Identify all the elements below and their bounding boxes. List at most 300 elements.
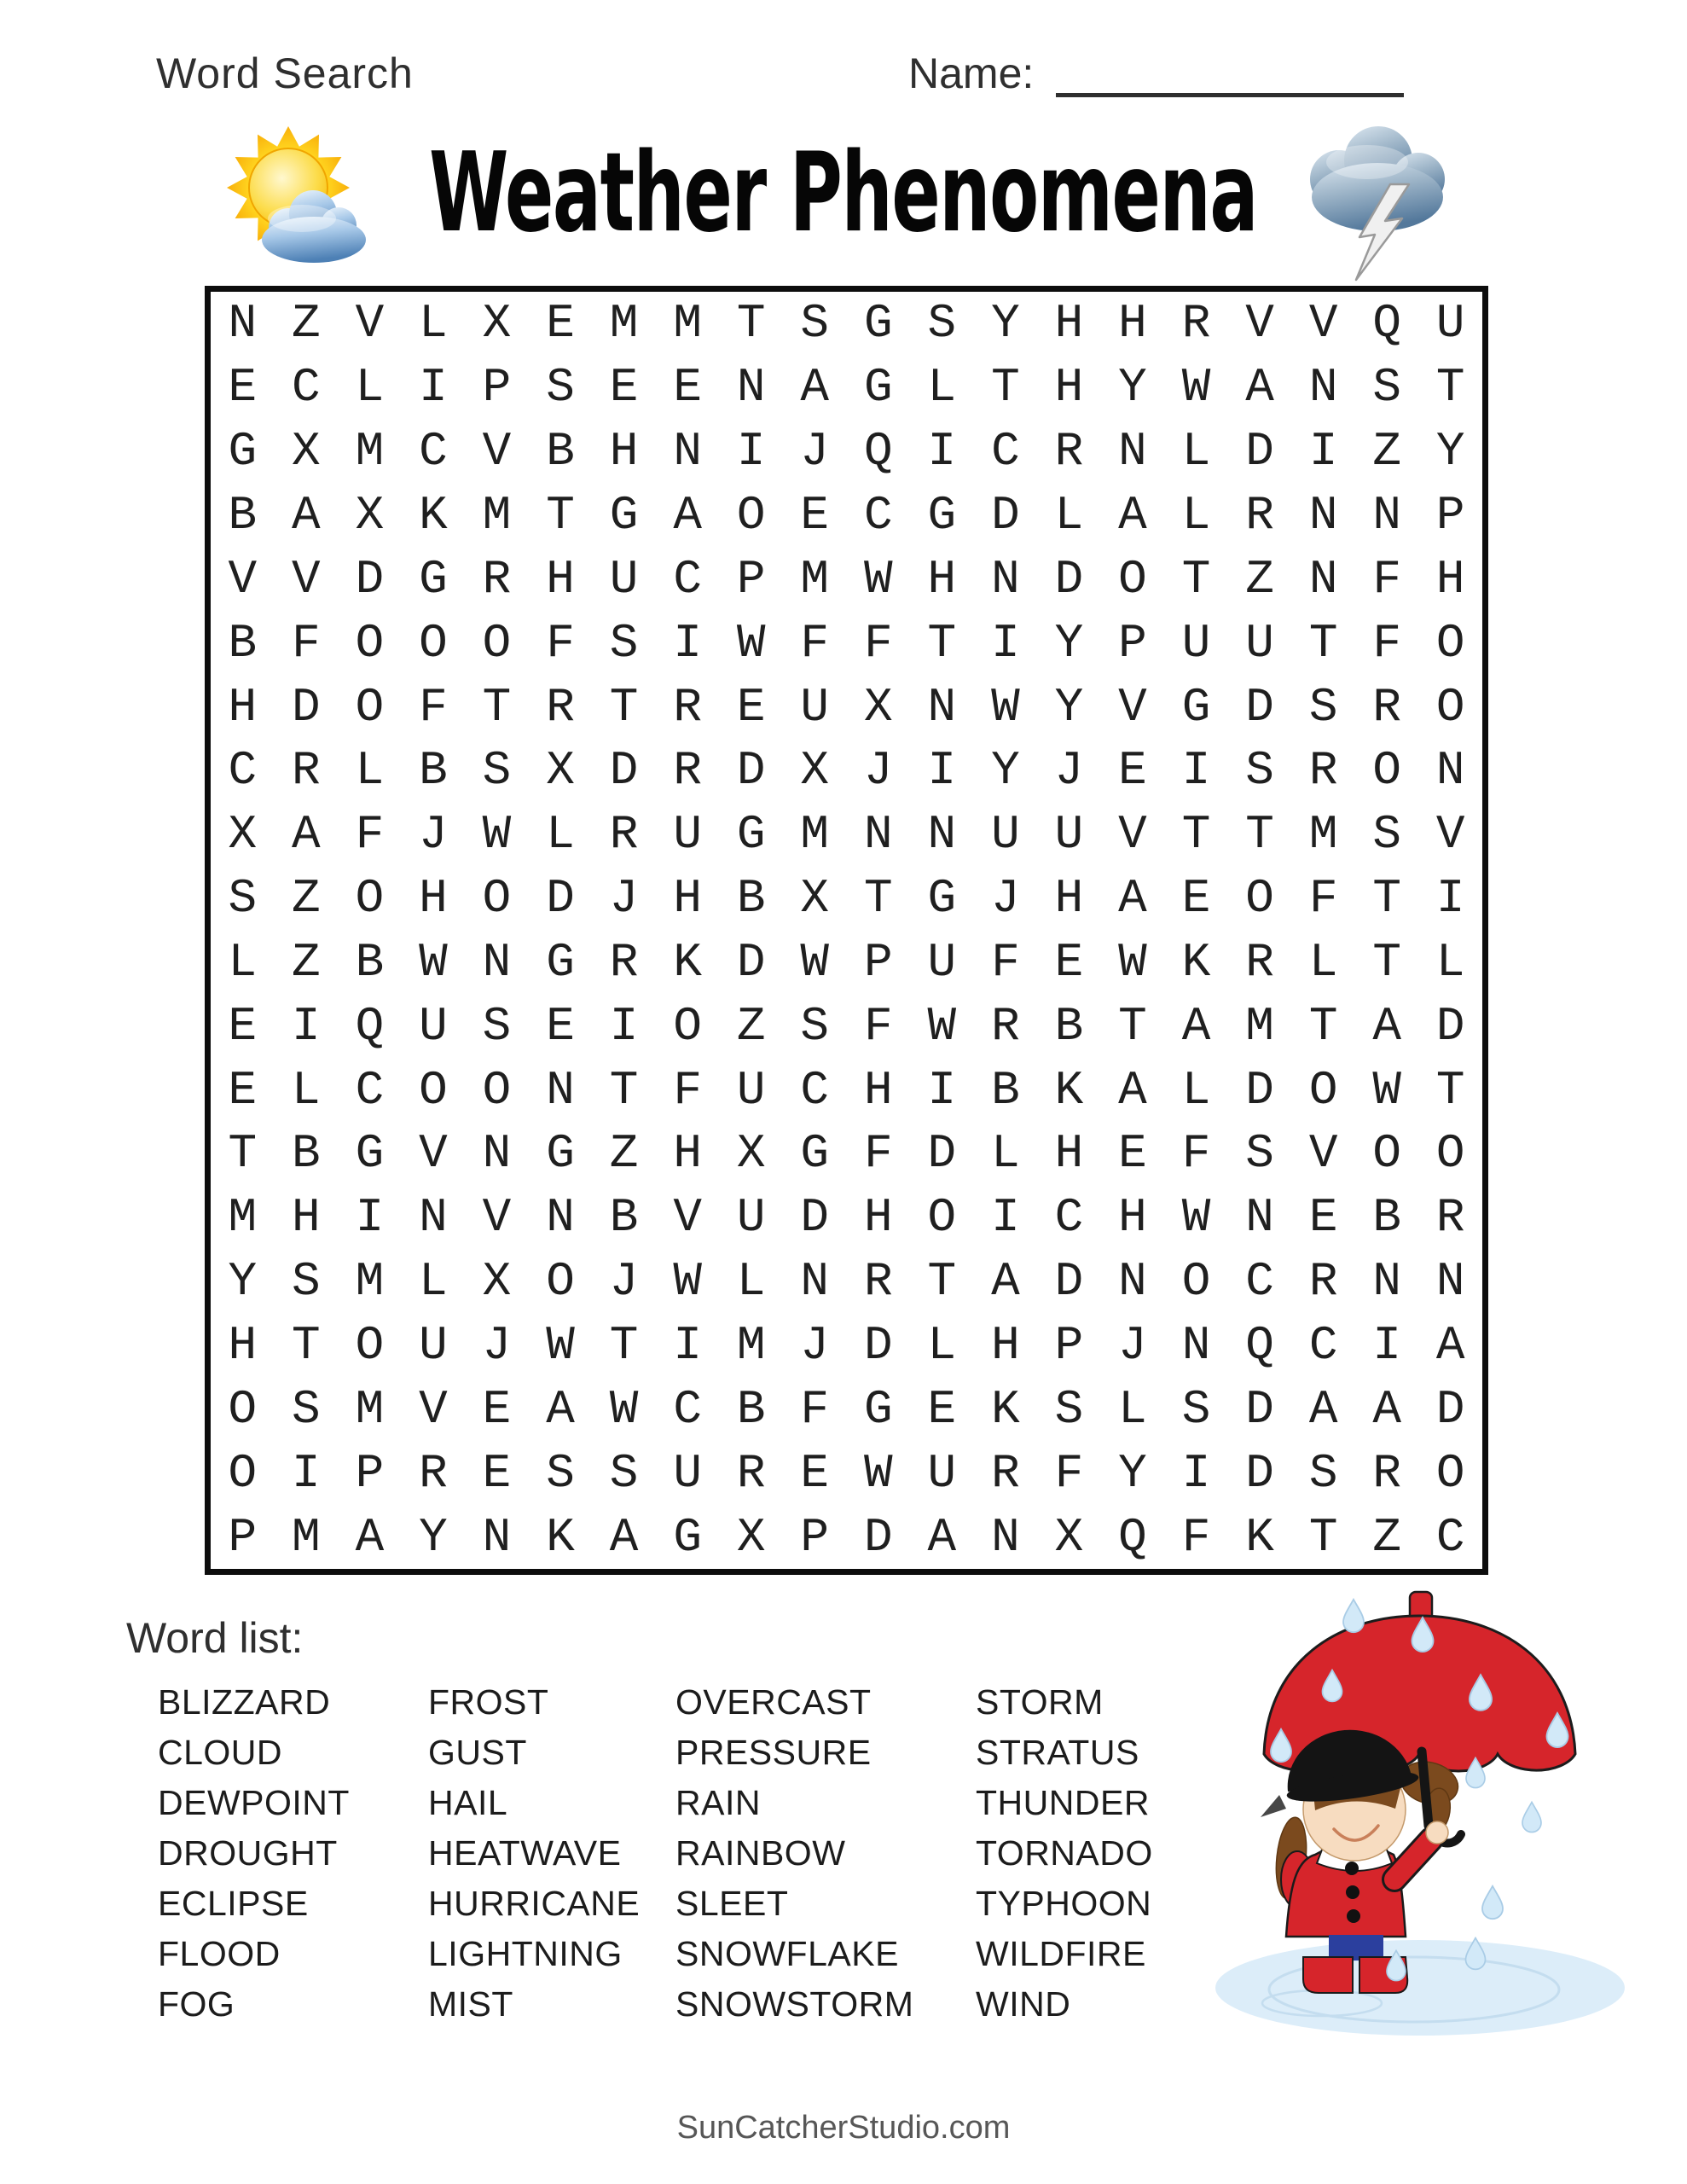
grid-cell: F [546,615,575,671]
grid-cell: M [482,487,512,543]
grid-cell: B [609,1190,639,1246]
grid-cell: Q [1372,296,1401,351]
grid-cell: N [1435,743,1465,799]
grid-cell: S [292,1254,321,1310]
grid-cell: V [228,551,258,607]
grid-cell: P [1054,1318,1084,1374]
grid-cell: R [1372,679,1401,735]
grid-cell: A [1372,998,1401,1054]
grid-cell: R [673,679,702,735]
grid-cell: M [228,1190,258,1246]
grid-cell: D [1054,1254,1084,1310]
grid-cell: V [419,1126,448,1182]
grid-cell: G [863,1381,893,1437]
grid-cell: Y [1054,615,1084,671]
grid-cell: X [1054,1509,1084,1565]
grid-cell: O [736,487,766,543]
grid-cell: O [419,1062,448,1118]
grid-cell: G [800,1126,830,1182]
grid-cell: L [1118,1381,1147,1437]
grid-cell: A [1372,1381,1401,1437]
word-list-item: PRESSURE [675,1733,872,1772]
grid-cell: Z [292,296,321,351]
grid-cell: I [419,360,448,415]
grid-cell: O [927,1190,957,1246]
grid-cell: R [736,1445,766,1501]
grid-cell: S [1245,1126,1274,1182]
word-list-item: SNOWFLAKE [675,1934,899,1973]
grid-cell: M [1308,807,1338,863]
word-list-item: DEWPOINT [158,1783,350,1822]
word-list-item: HURRICANE [428,1884,641,1923]
grid-cell: I [673,1318,702,1374]
grid-cell: O [355,1318,385,1374]
grid-cell: O [419,615,448,671]
grid-cell: U [927,1445,957,1501]
grid-cell: A [1245,360,1274,415]
grid-cell: E [546,998,575,1054]
grid-cell: V [1245,296,1274,351]
grid-cell: G [546,1126,575,1182]
grid-cell: T [609,1318,639,1374]
grid-cell: R [1245,934,1274,990]
grid-cell: D [1054,551,1084,607]
grid-cell: O [546,1254,575,1310]
grid-cell: O [355,871,385,926]
grid-cell: W [991,679,1020,735]
word-list-item: DROUGHT [158,1833,338,1873]
grid-cell: I [1435,871,1465,926]
grid-cell: E [1054,934,1084,990]
footer-credit: SunCatcherStudio.com [676,2110,1011,2146]
grid-cell: O [1308,1062,1338,1118]
grid-cell: A [1118,871,1147,926]
grid-cell: B [736,871,766,926]
grid-cell: H [863,1062,893,1118]
grid-cell: H [1054,871,1084,926]
grid-cell: U [736,1190,766,1246]
storm-cloud-lightning-icon [1278,118,1474,288]
grid-cell: C [228,743,258,799]
word-list-item: STORM [976,1682,1104,1722]
grid-cell: S [228,871,258,926]
grid-cell: T [863,871,893,926]
grid-cell: U [419,998,448,1054]
grid-cell: N [1118,1254,1147,1310]
grid-cell: N [1435,1254,1465,1310]
grid-cell: W [863,551,893,607]
grid-cell: O [482,871,512,926]
grid-cell: S [546,360,575,415]
word-list-item: SLEET [675,1884,789,1923]
grid-cell: U [609,551,639,607]
grid-cell: O [1372,743,1401,799]
grid-cell: Z [1245,551,1274,607]
word-list-label: Word list: [126,1614,304,1662]
right-arm [1394,1839,1431,1879]
grid-cell: D [863,1318,893,1374]
grid-cell: L [419,1254,448,1310]
grid-cell: V [482,1190,512,1246]
grid-cell: S [1308,679,1338,735]
word-list-item: TORNADO [976,1833,1153,1873]
grid-cell: H [546,551,575,607]
grid-cell: L [1308,934,1338,990]
grid-cell: T [1435,1062,1465,1118]
grid-cell: E [609,360,639,415]
grid-cell: C [419,424,448,479]
grid-cell: S [1308,1445,1338,1501]
grid-cell: D [800,1190,830,1246]
grid-cell: X [800,743,830,799]
grid-cell: R [292,743,321,799]
grid-cell: D [609,743,639,799]
grid-cell: C [1308,1318,1338,1374]
grid-cell: I [991,1190,1020,1246]
grid-cell: R [1054,424,1084,479]
grid-cell: X [800,871,830,926]
grid-cell: R [991,998,1020,1054]
word-list-item: MIST [428,1984,513,2024]
grid-cell: R [1245,487,1274,543]
grid-cell: R [609,807,639,863]
grid-cell: Z [292,934,321,990]
word-list-column [158,1677,428,2030]
grid-cell: D [927,1126,957,1182]
grid-cell: I [355,1190,385,1246]
grid-cell: D [292,679,321,735]
grid-cell: B [292,1126,321,1182]
grid-cell: S [800,998,830,1054]
grid-cell: B [419,743,448,799]
grid-cell: U [673,1445,702,1501]
grid-cell: K [419,487,448,543]
grid-cell: Y [1118,1445,1147,1501]
grid-cell: E [482,1445,512,1501]
grid-cell: D [1245,679,1274,735]
grid-cell: F [1372,615,1401,671]
grid-cell: K [546,1509,575,1565]
grid-cell: N [546,1062,575,1118]
grid-cell: E [927,1381,957,1437]
grid-cell: L [736,1254,766,1310]
grid-cell: D [1245,1062,1274,1118]
grid-cell: X [863,679,893,735]
grid-cell: F [1308,871,1338,926]
grid-cell: X [736,1126,766,1182]
grid-cell: S [1245,743,1274,799]
grid-cell: N [1372,1254,1401,1310]
grid-cell: D [1435,1381,1465,1437]
grid-cell: C [1054,1190,1084,1246]
grid-cell: H [228,679,258,735]
grid-cell: U [1181,615,1211,671]
grid-cell: N [228,296,258,351]
grid-cell: S [1372,360,1401,415]
grid-cell: F [1054,1445,1084,1501]
grid-cell: D [1435,998,1465,1054]
grid-cell: O [1372,1126,1401,1182]
grid-cell: T [292,1318,321,1374]
grid-cell: P [800,1509,830,1565]
puzzle-title: Weather Phenomena [429,130,1258,257]
grid-cell: I [927,743,957,799]
grid-cell: F [991,934,1020,990]
grid-cell: N [419,1190,448,1246]
grid-cell: A [673,487,702,543]
grid-cell: I [927,424,957,479]
grid-cell: A [991,1254,1020,1310]
grid-cell: S [609,1445,639,1501]
grid-cell: F [1181,1126,1211,1182]
grid-cell: W [927,998,957,1054]
grid-cell: P [355,1445,385,1501]
grid-cell: H [673,871,702,926]
grid-cell: X [482,1254,512,1310]
grid-cell: F [863,615,893,671]
grid-cell: A [292,487,321,543]
grid-cell: T [1308,998,1338,1054]
word-list-item: RAIN [675,1783,761,1822]
grid-cell: T [927,1254,957,1310]
grid-cell: V [1118,807,1147,863]
grid-cell: L [1181,487,1211,543]
grid-cell: Q [355,998,385,1054]
grid-cell: E [736,679,766,735]
grid-cell: T [736,296,766,351]
grid-cell: F [863,998,893,1054]
grid-cell: T [927,615,957,671]
grid-cell: N [1245,1190,1274,1246]
grid-cell: T [1435,360,1465,415]
word-list-column [976,1677,1153,2030]
grid-cell: M [736,1318,766,1374]
grid-cell: G [927,871,957,926]
hand [1426,1821,1448,1844]
word-list-item: LIGHTNING [428,1934,623,1973]
name-label: Name: [908,49,1035,97]
grid-cell: G [736,807,766,863]
grid-cell: L [1181,424,1211,479]
word-search-label: Word Search [156,49,414,97]
grid-cell: N [1308,487,1338,543]
grid-cell: A [800,360,830,415]
word-grid [205,286,1488,1575]
grid-cell: S [482,743,512,799]
grid-cell: O [1181,1254,1211,1310]
grid-cell: T [1118,998,1147,1054]
word-list-item: STRATUS [976,1733,1139,1772]
grid-cell: I [1181,1445,1211,1501]
grid-cell: F [419,679,448,735]
grid-cell: F [1181,1509,1211,1565]
grid-cell: G [673,1509,702,1565]
grid-cell: Q [863,424,893,479]
grid-cell: S [927,296,957,351]
grid-cell: V [673,1190,702,1246]
grid-cell: I [1308,424,1338,479]
grid-cell: O [482,615,512,671]
grid-cell: P [228,1509,258,1565]
grid-cell: B [1054,998,1084,1054]
grid-cell: O [482,1062,512,1118]
grid-cell: F [1372,551,1401,607]
word-list-item: SNOWSTORM [675,1984,914,2024]
word-list-item: HEATWAVE [428,1833,622,1873]
grid-cell: L [991,1126,1020,1182]
word-list-item: THUNDER [976,1783,1150,1822]
grid-cell: A [1181,998,1211,1054]
grid-cell: K [1181,934,1211,990]
grid-cell: M [355,1254,385,1310]
grid-cell: N [927,679,957,735]
grid-cell: M [355,1381,385,1437]
sun-behind-cloud-icon [203,119,386,286]
grid-cell: B [991,1062,1020,1118]
grid-cell: T [991,360,1020,415]
grid-cell: I [673,615,702,671]
grid-cell: J [482,1318,512,1374]
grid-cell: L [1435,934,1465,990]
grid-cell: L [228,934,258,990]
grid-cell: U [991,807,1020,863]
grid-cell: N [863,807,893,863]
grid-cell: S [292,1381,321,1437]
grid-cell: G [1181,679,1211,735]
grid-cell: L [355,743,385,799]
grid-cell: E [228,1062,258,1118]
word-list-item: FOG [158,1984,235,2024]
grid-cell: O [355,679,385,735]
grid-cell: N [927,807,957,863]
grid-cell: I [292,998,321,1054]
grid-cell: A [546,1381,575,1437]
grid-cell: M [609,296,639,351]
word-list-item: GUST [428,1733,527,1772]
grid-cell: E [673,360,702,415]
word-list-column [675,1677,976,2030]
grid-cell: A [1118,487,1147,543]
word-list-item: HAIL [428,1783,508,1822]
grid-cell: C [991,424,1020,479]
grid-cell: R [482,551,512,607]
grid-cell: L [927,1318,957,1374]
grid-cell: R [609,934,639,990]
grid-cell: U [1435,296,1465,351]
grid-cell: T [1245,807,1274,863]
grid-cell: W [609,1381,639,1437]
grid-cell: Q [1118,1509,1147,1565]
grid-cell: A [1118,1062,1147,1118]
grid-cell: C [292,360,321,415]
grid-cell: O [1435,615,1465,671]
grid-cell: A [292,807,321,863]
grid-cell: I [736,424,766,479]
grid-cell: J [863,743,893,799]
grid-cell: H [1118,1190,1147,1246]
grid-cell: N [991,551,1020,607]
grid-cell: T [1181,551,1211,607]
grid-cell: E [800,487,830,543]
grid-cell: R [673,743,702,799]
puddle [1215,1940,1625,2036]
grid-cell: V [482,424,512,479]
grid-cell: Y [1054,679,1084,735]
grid-cell: Y [228,1254,258,1310]
grid-cell: F [800,615,830,671]
grid-cell: W [736,615,766,671]
grid-cell: K [1245,1509,1274,1565]
grid-cell: S [1372,807,1401,863]
word-list-item: ECLIPSE [158,1884,309,1923]
grid-cell: U [419,1318,448,1374]
grid-cell: N [673,424,702,479]
word-list-item: RAINBOW [675,1833,846,1873]
grid-cell: T [609,1062,639,1118]
grid-cell: U [927,934,957,990]
grid-cell: W [546,1318,575,1374]
grid-cell: F [800,1381,830,1437]
grid-cell: G [228,424,258,479]
grid-cell: C [1245,1254,1274,1310]
grid-cell: F [673,1062,702,1118]
grid-cell: W [1181,360,1211,415]
grid-cell: H [1054,1126,1084,1182]
grid-cell: C [863,487,893,543]
grid-cell: H [991,1318,1020,1374]
grid-cell: O [673,998,702,1054]
name-line [1056,61,1404,97]
grid-cell: I [1372,1318,1401,1374]
grid-cell: C [800,1062,830,1118]
grid-cell: P [863,934,893,990]
grid-cell: Z [1372,1509,1401,1565]
grid-cell: S [546,1445,575,1501]
grid-cell: B [228,615,258,671]
grid-cell: M [355,424,385,479]
grid-cell: A [609,1509,639,1565]
grid-cell: P [736,551,766,607]
grid-cell: S [800,296,830,351]
grid-cell: W [482,807,512,863]
grid-cell: J [991,871,1020,926]
grid-cell: T [1372,871,1401,926]
word-list-column [428,1677,675,2030]
grid-cell: W [1372,1062,1401,1118]
grid-cell: S [482,998,512,1054]
grid-cell: G [546,934,575,990]
grid-cell: P [482,360,512,415]
grid-cell: S [1181,1381,1211,1437]
grid-cell: D [991,487,1020,543]
grid-cell: R [1435,1190,1465,1246]
grid-cell: N [482,1126,512,1182]
grid-cell: M [800,807,830,863]
grid-cell: E [482,1381,512,1437]
grid-cell: E [228,998,258,1054]
word-list-item: WIND [976,1984,1071,2024]
grid-cell: H [1054,360,1084,415]
word-list-item: CLOUD [158,1733,283,1772]
grid-cell: S [609,615,639,671]
grid-cell: U [1054,807,1084,863]
grid-cell: I [927,1062,957,1118]
grid-cell: K [991,1381,1020,1437]
grid-cell: T [609,679,639,735]
grid-cell: M [292,1509,321,1565]
grid-cell: G [355,1126,385,1182]
grid-cell: Y [419,1509,448,1565]
